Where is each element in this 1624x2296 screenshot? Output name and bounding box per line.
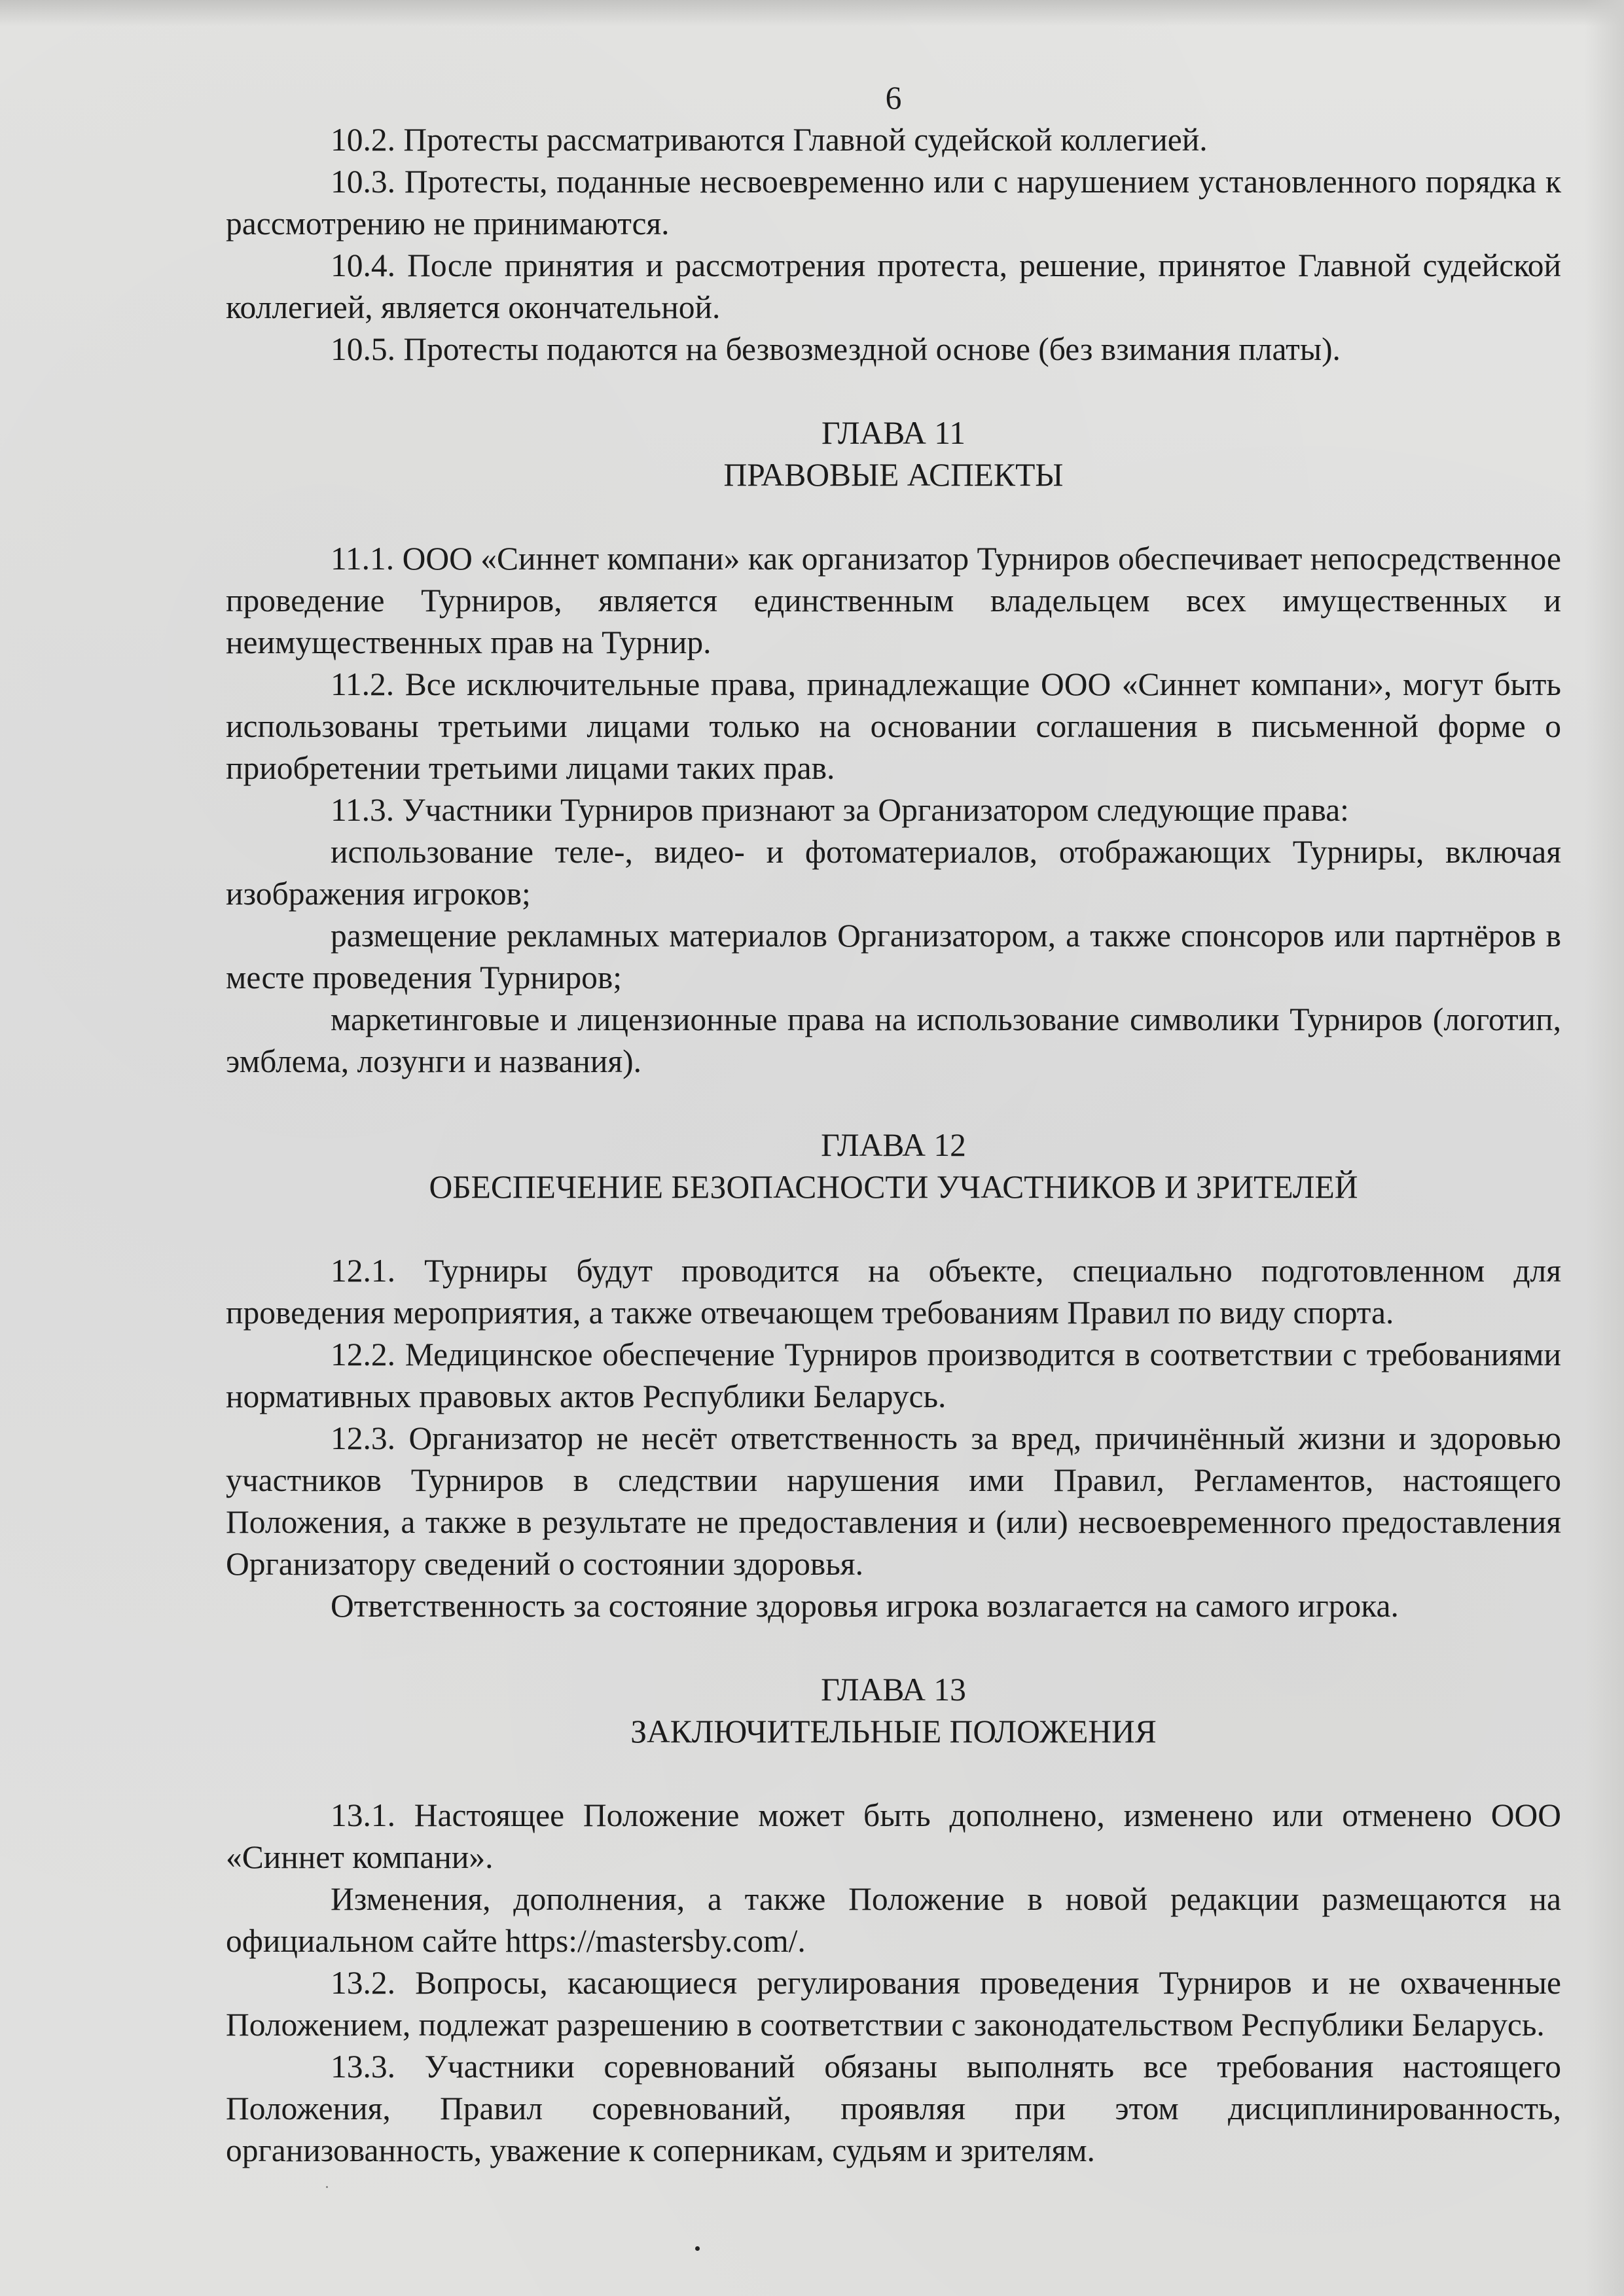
paragraph-10-4: 10.4. После принятия и рассмотрения протеста, решение, принятое Главной судейской коллегией, является окончательной. [226, 247, 1561, 325]
scan-edge-shadow [0, 0, 1624, 26]
scan-speck [695, 2246, 700, 2251]
paragraph-13-1: 13.1. Настоящее Положение может быть дополнено, изменено или отменено ООО «Синнет компани». [226, 1797, 1561, 1875]
rights-item: размещение рекламных материалов Организатором, а также спонсоров или партнёров в месте проведения Турниров; [226, 918, 1561, 996]
paragraph-11-1: 11.1. ООО «Синнет компани» как организатор Турниров обеспечивает непосредственное проведение Турниров, является единственным владельцем всех имущественных и неимущественных прав на Турнир. [226, 541, 1561, 660]
paragraph-12-2: 12.2. Медицинское обеспечение Турниров производится в соответствии с требованиями нормативных правовых актов Республики Беларусь. [226, 1336, 1561, 1414]
paragraph-13-2: 13.2. Вопросы, касающиеся регулирования проведения Турниров и не охваченные Положением, подлежат разрешению в соответствии с законодательством Республики Беларусь. [226, 1965, 1561, 2043]
rights-item: маркетинговые и лицензионные права на использование символики Турниров (логотип, эмблема, лозунги и названия). [226, 1001, 1561, 1079]
paragraph-11-2: 11.2. Все исключительные права, принадлежащие ООО «Синнет компани», могут быть использованы третьими лицами только на основании соглашения в письменной форме о приобретении третьими лицами таких прав. [226, 666, 1561, 786]
paragraph-10-2: 10.2. Протесты рассматриваются Главной судейской коллегией. [331, 122, 1208, 158]
chapter-title: ОБЕСПЕЧЕНИЕ БЕЗОПАСНОСТИ УЧАСТНИКОВ И ЗРИТЕЛЕЙ [429, 1169, 1358, 1205]
chapter-number: ГЛАВА 11 [821, 415, 965, 451]
chapter-11-heading [226, 412, 1561, 496]
paragraph-10-5: 10.5. Протесты подаются на безвозмездной основе (без взимания платы). [331, 331, 1341, 367]
rights-item: использование теле-, видео- и фотоматериалов, отображающих Турниры, включая изображения игроков; [226, 834, 1561, 912]
paragraph-12-3: 12.3. Организатор не несёт ответственность за вред, причинённый жизни и здоровью участников Турниров в следствии нарушения ими Правил, Регламентов, настоящего Положения, а также в результате не предоставления и (или) несвоевременного предоставления Организатору сведений о состоянии здоровья. [226, 1420, 1561, 1582]
page-number: 6 [885, 80, 902, 116]
paragraph-13-3: 13.3. Участники соревнований обязаны выполнять все требования настоящего Положения, Правил соревнований, проявляя при этом дисциплинированность, организованность, уважение к соперникам, судьям и зрителям. [226, 2049, 1561, 2168]
chapter-title: ПРАВОВЫЕ АСПЕКТЫ [723, 457, 1064, 493]
chapter-title: ЗАКЛЮЧИТЕЛЬНЫЕ ПОЛОЖЕНИЯ [630, 1713, 1157, 1749]
chapter-number: ГЛАВА 12 [821, 1127, 966, 1163]
website-note: Изменения, дополнения, а также Положение в новой редакции размещаются на официальном сайте https://mastersby.com/. [226, 1881, 1561, 1959]
scan-edge-shadow-right [1585, 0, 1624, 2296]
chapter-number: ГЛАВА 13 [821, 1672, 966, 1708]
paragraph-12-1: 12.1. Турниры будут проводится на объекте, специально подготовленном для проведения мероприятия, а также отвечающем требованиям Правил по виду спорта. [226, 1253, 1561, 1331]
document-body [226, 77, 1561, 2172]
chapter-12-heading [226, 1124, 1561, 1208]
paragraph-11-3: 11.3. Участники Турниров признают за Организатором следующие права: [331, 792, 1349, 828]
paragraph-10-3: 10.3. Протесты, поданные несвоевременно или с нарушением установленного порядка к рассмотрению не принимаются. [226, 164, 1561, 242]
chapter-13-heading [226, 1669, 1561, 1753]
responsibility-note: Ответственность за состояние здоровья игрока возлагается на самого игрока. [331, 1588, 1399, 1624]
scan-speck [326, 2186, 328, 2188]
